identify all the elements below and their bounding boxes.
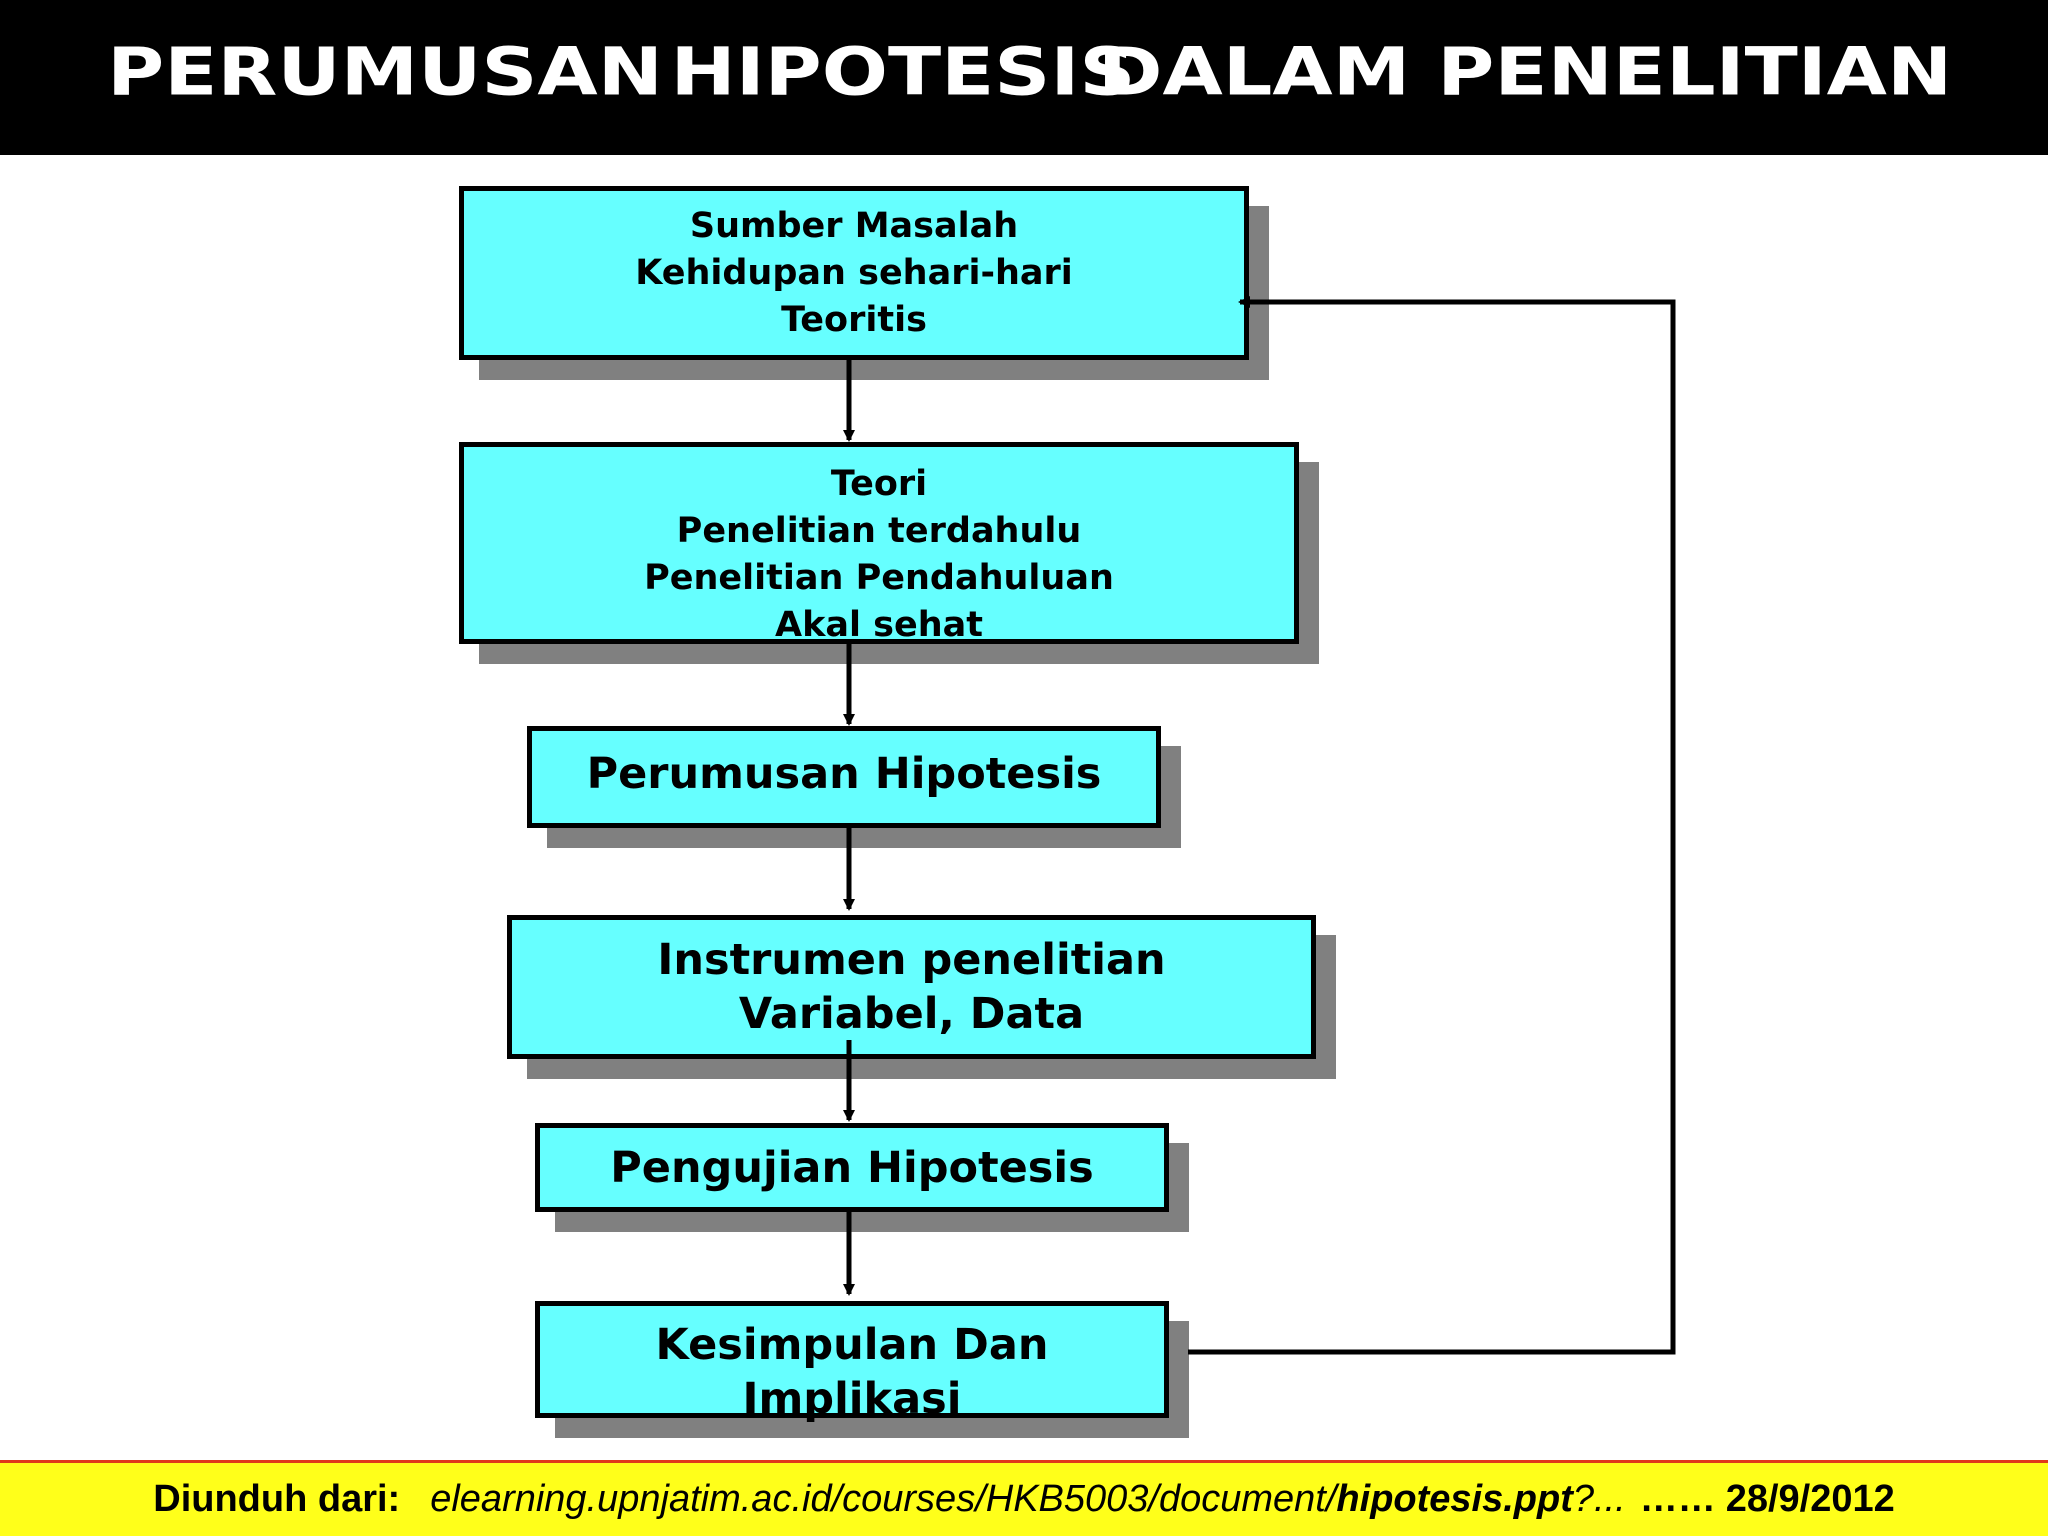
box-teori <box>459 442 1299 644</box>
box-kesimpulan-implikasi <box>535 1301 1169 1424</box>
title-word-2: HIPOTESIS <box>670 33 1136 111</box>
box-line: Teori <box>830 464 928 504</box>
footer-dots: …… <box>1639 1478 1716 1520</box>
box-perumusan-hipotesis <box>527 726 1161 828</box>
footer-file: hipotesis.ppt <box>1336 1478 1573 1520</box>
footer-query: ?... <box>1572 1478 1626 1520</box>
box-line: Sumber Masalah <box>689 205 1019 246</box>
box-line: Teoritis <box>781 299 927 340</box>
footer-label: Diunduh dari: <box>153 1478 401 1520</box>
footer-url: elearning.upnjatim.ac.id/courses/HKB5003/document/ <box>430 1478 1337 1520</box>
box-line: Kehidupan sehari-hari <box>635 252 1073 293</box>
box-line: Akal sehat <box>774 605 983 645</box>
box-pengujian-hipotesis <box>535 1123 1169 1212</box>
box-line: Variabel, Data <box>738 989 1085 1039</box>
box-line: Instrumen penelitian <box>657 935 1166 985</box>
title-word-1: PERUMUSAN <box>107 33 663 111</box>
box-line: Penelitian terdahulu <box>676 511 1082 551</box>
title-bar <box>0 0 2048 155</box>
box-line: Implikasi <box>742 1374 962 1424</box>
box-sumber-masalah <box>459 186 1249 360</box>
box-line: Kesimpulan Dan <box>655 1320 1049 1370</box>
title-word-3: DALAM PENELITIAN <box>1097 33 1953 111</box>
box-line: Pengujian Hipotesis <box>610 1142 1094 1193</box>
source-footer <box>0 1460 2048 1536</box>
box-line: Penelitian Pendahuluan <box>644 558 1114 598</box>
box-instrumen-penelitian <box>507 915 1316 1059</box>
box-line: Perumusan Hipotesis <box>586 749 1102 799</box>
footer-date: 28/9/2012 <box>1725 1478 1895 1520</box>
